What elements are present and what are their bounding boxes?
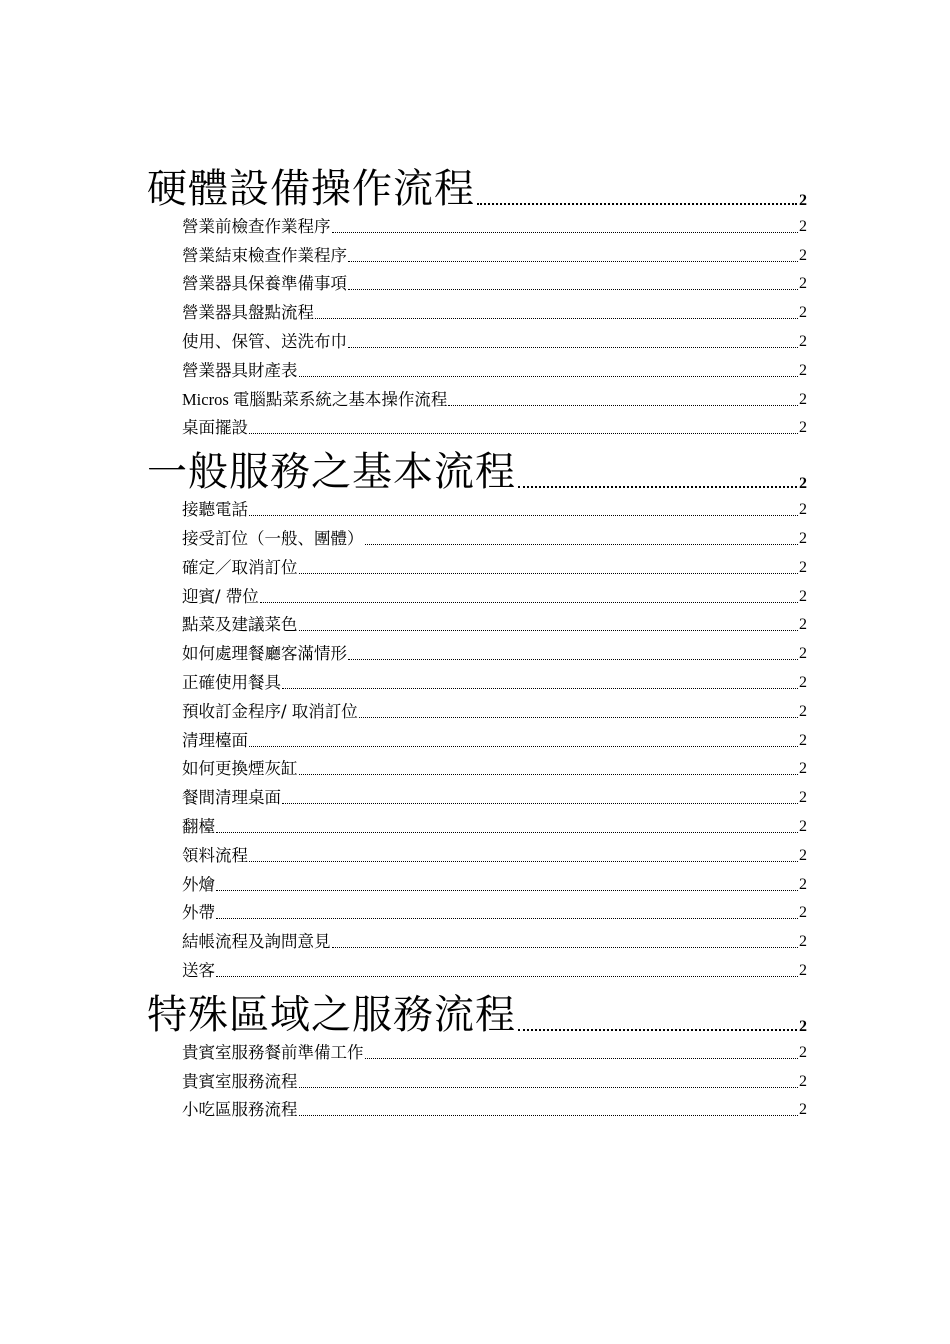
- dot-leader: [299, 376, 799, 377]
- dot-leader: [477, 203, 797, 205]
- toc-page-number: 2: [799, 529, 807, 547]
- dot-leader: [249, 746, 798, 747]
- toc-page-number: 2: [799, 789, 807, 807]
- toc-entry-title: 預收訂金程序/ 取消訂位: [182, 701, 358, 721]
- toc-section: [147, 439, 807, 982]
- dot-leader: [249, 515, 798, 516]
- toc-entry[interactable]: [147, 953, 807, 982]
- toc-page-number: 2: [799, 875, 807, 893]
- toc-entry[interactable]: [147, 924, 807, 953]
- toc-page-number: 2: [799, 304, 807, 322]
- table-of-contents: [147, 156, 807, 1121]
- toc-page-number: 2: [799, 419, 807, 437]
- toc-entry[interactable]: [147, 492, 807, 521]
- dot-leader: [299, 1115, 799, 1116]
- dot-leader: [448, 405, 798, 406]
- toc-page-number: 2: [799, 475, 807, 493]
- dot-leader: [365, 544, 799, 545]
- toc-entry-title: 使用、保管、送洗布巾: [182, 331, 347, 351]
- toc-page-number: 2: [799, 760, 807, 778]
- toc-page-number: 2: [799, 1043, 807, 1061]
- toc-entry-title: 正確使用餐具: [182, 672, 281, 692]
- toc-heading-title: 特殊區域之服務流程: [147, 991, 516, 1038]
- dot-leader: [332, 232, 799, 233]
- toc-entry[interactable]: [147, 411, 807, 440]
- toc-entry[interactable]: [147, 550, 807, 579]
- toc-page-number: 2: [799, 731, 807, 749]
- toc-page-number: 2: [799, 1101, 807, 1119]
- toc-entry-title: 翻檯: [182, 816, 215, 836]
- toc-entry[interactable]: [147, 382, 807, 411]
- toc-page-number: 2: [799, 587, 807, 605]
- toc-entry[interactable]: [147, 295, 807, 324]
- toc-heading-title: 一般服務之基本流程: [147, 449, 516, 496]
- dot-leader: [315, 318, 798, 319]
- dot-leader: [299, 774, 799, 775]
- toc-entry-title: 清理檯面: [182, 730, 248, 750]
- dot-leader: [260, 602, 798, 603]
- toc-page-number: 2: [799, 817, 807, 835]
- toc-entry-title: 營業器具財產表: [182, 360, 298, 380]
- toc-heading-row[interactable]: [147, 982, 807, 1038]
- toc-entry[interactable]: [147, 752, 807, 781]
- toc-entry[interactable]: [147, 324, 807, 353]
- toc-entry[interactable]: [147, 636, 807, 665]
- toc-entry-title: 確定／取消訂位: [182, 557, 298, 577]
- toc-heading-title: 硬體設備操作流程: [147, 166, 475, 212]
- toc-page-number: 2: [799, 558, 807, 576]
- toc-entry-title: 餐間清理桌面: [182, 788, 281, 808]
- dot-leader: [348, 261, 798, 262]
- toc-entry[interactable]: [147, 209, 807, 238]
- dot-leader: [348, 659, 798, 660]
- toc-entry[interactable]: [147, 1064, 807, 1093]
- toc-entry-title: 點菜及建議菜色: [182, 615, 298, 635]
- toc-entry[interactable]: [147, 867, 807, 896]
- dot-leader: [359, 717, 798, 718]
- toc-entry-title: 如何更換煙灰缸: [182, 759, 298, 779]
- dot-leader: [282, 803, 798, 804]
- toc-entry[interactable]: [147, 665, 807, 694]
- toc-page-number: 2: [799, 361, 807, 379]
- dot-leader: [282, 688, 798, 689]
- dot-leader: [332, 947, 799, 948]
- toc-entry-title: 小吃區服務流程: [182, 1100, 298, 1120]
- toc-entry[interactable]: [147, 838, 807, 867]
- toc-entry-title: 外帶: [182, 903, 215, 923]
- toc-heading-row[interactable]: [147, 156, 807, 212]
- dot-leader: [348, 347, 798, 348]
- toc-entry[interactable]: [147, 238, 807, 267]
- toc-entry[interactable]: [147, 1035, 807, 1064]
- dot-leader: [216, 890, 798, 891]
- dot-leader: [518, 486, 797, 488]
- toc-entry-title: 接聽電話: [182, 500, 248, 520]
- toc-entry[interactable]: [147, 723, 807, 752]
- dot-leader: [216, 918, 798, 919]
- toc-entry[interactable]: [147, 1093, 807, 1122]
- toc-page-number: 2: [799, 192, 807, 209]
- toc-entry-title: 送客: [182, 960, 215, 980]
- toc-entry-title: 接受訂位（一般、團體）: [182, 528, 364, 548]
- toc-page-number: 2: [799, 246, 807, 264]
- toc-page-number: 2: [799, 332, 807, 350]
- dot-leader: [216, 976, 798, 977]
- toc-page-number: 2: [799, 846, 807, 864]
- toc-entry[interactable]: [147, 608, 807, 637]
- toc-entry-title: 結帳流程及詢問意見: [182, 932, 331, 952]
- toc-entry-title: 營業器具盤點流程: [182, 303, 314, 323]
- toc-page-number: 2: [799, 904, 807, 922]
- toc-heading-row[interactable]: [147, 439, 807, 496]
- toc-section: [147, 982, 807, 1121]
- toc-entry[interactable]: [147, 353, 807, 382]
- toc-page-number: 2: [799, 217, 807, 235]
- toc-entry[interactable]: [147, 579, 807, 608]
- dot-leader: [518, 1029, 797, 1031]
- toc-entry[interactable]: [147, 896, 807, 925]
- dot-leader: [299, 630, 799, 631]
- toc-page-number: 2: [799, 275, 807, 293]
- toc-entry[interactable]: [147, 694, 807, 723]
- toc-entry[interactable]: [147, 780, 807, 809]
- toc-page-number: 2: [799, 645, 807, 663]
- toc-entry-title: 迎賓/ 帶位: [182, 586, 259, 606]
- dot-leader: [365, 1058, 799, 1059]
- toc-page-number: 2: [799, 933, 807, 951]
- toc-entry-title: 營業結束檢查作業程序: [182, 245, 347, 265]
- toc-entry-title: 桌面擺設: [182, 418, 248, 438]
- toc-page-number: 2: [799, 1072, 807, 1090]
- toc-entry[interactable]: [147, 521, 807, 550]
- toc-page-number: 2: [799, 1017, 807, 1035]
- toc-entry-title: 貴賓室服務餐前準備工作: [182, 1042, 364, 1062]
- dot-leader: [216, 832, 798, 833]
- toc-entry[interactable]: [147, 809, 807, 838]
- toc-entry-title: Micros 電腦點菜系統之基本操作流程: [182, 389, 448, 409]
- dot-leader: [348, 289, 798, 290]
- toc-page-number: 2: [799, 390, 807, 408]
- dot-leader: [249, 433, 798, 434]
- toc-entry-title: 外燴: [182, 874, 215, 894]
- toc-entry-title: 營業器具保養準備事項: [182, 274, 347, 294]
- dot-leader: [299, 1087, 799, 1088]
- toc-page-number: 2: [799, 702, 807, 720]
- dot-leader: [299, 573, 799, 574]
- toc-entry-title: 營業前檢查作業程序: [182, 216, 331, 236]
- toc-section: [147, 156, 807, 439]
- dot-leader: [249, 861, 798, 862]
- toc-page-number: 2: [799, 616, 807, 634]
- toc-page-number: 2: [799, 673, 807, 691]
- toc-page-number: 2: [799, 961, 807, 979]
- toc-entry-title: 領料流程: [182, 845, 248, 865]
- toc-entry[interactable]: [147, 267, 807, 296]
- toc-entry-title: 如何處理餐廳客滿情形: [182, 644, 347, 664]
- toc-entry-title: 貴賓室服務流程: [182, 1071, 298, 1091]
- toc-page-number: 2: [799, 501, 807, 519]
